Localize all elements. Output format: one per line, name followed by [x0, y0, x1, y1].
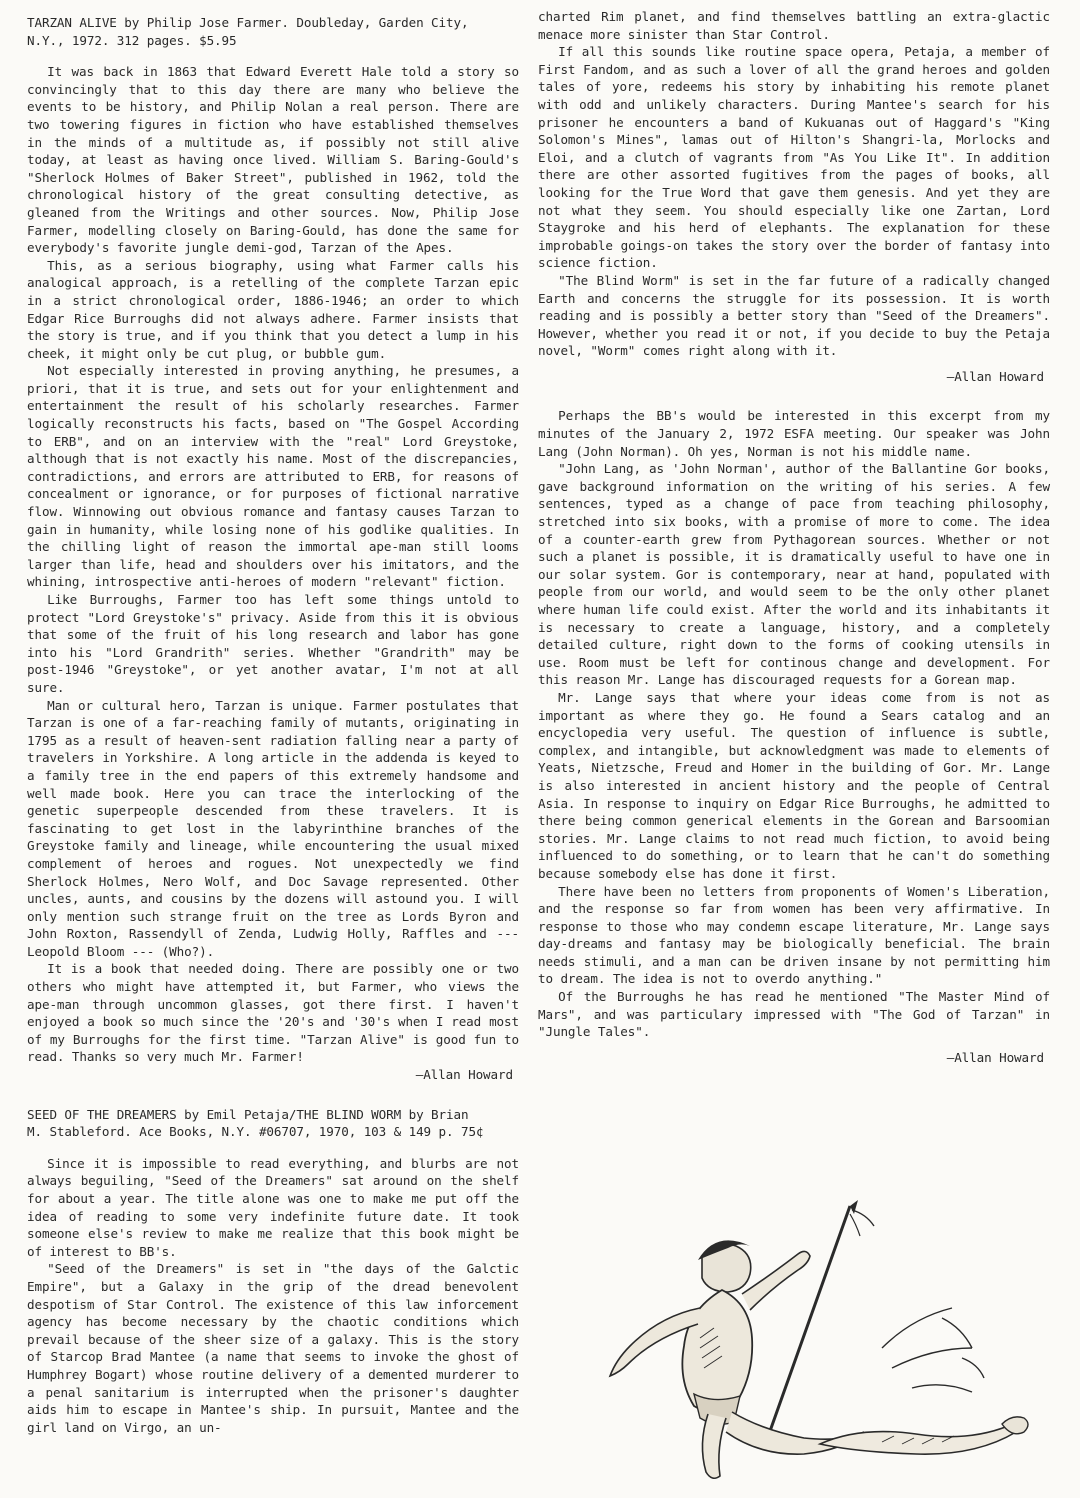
paragraph: It was back in 1863 that Edward Everett Hale told a story so convincingly that to this day there are many who believe the events to be history, and Philip Nolan a real person. There are two towering figures in fiction who have established themselves in the minds of a multitude as, if possibly not still alive today, at least as having once lived. William S. Baring-Gould's "Sherlock Holmes of Baker Street", published in 1962, told the chronological history of the great consulting detective, as gleaned from the Writings and other sources. Now, Philip Jose Farmer, modelling closely on Baring-Gould, has done the same for everybody's favorite jungle demi-god, Tarzan of the Apes.: [27, 64, 519, 256]
left-column: [27, 14, 519, 1436]
paragraph: "John Lang, as 'John Norman', author of the Ballantine Gor books, gave background information on the writing of his series. A few sentences, typed as a change of pace from teaching philosophy, stretched into six books, with a promise of more to come. The idea of a counter-earth grew from Pythagorean sources. Whether or not such a planet is possible, it is dramatically useful to have one in our solar system. Gor is contemporary, near at hand, populated with people from our world, and would seem to be the only other planet where human life could exist. After the world and its inhabitants it is necessary to create a language, history, and a completely detailed culture, right down to the forms of cooking utensils in use. Room must be left for continous change and development. For this reason Mr. Lange has discouraged requests for a Gorean map.: [538, 461, 1050, 688]
paragraph: This, as a serious biography, using what Farmer calls his analogical approach, is a retelling of the complete Tarzan epic in a strict chronological order, 1886-1946; an order to which Edgar Rice Burroughs did not always adhere. Farmer insists that the story is true, and if you think that you detect a lump in his cheek, it might only be cut plug, or bubble gum.: [27, 257, 519, 361]
review-header-line: SEED OF THE DREAMERS by Emil Petaja/THE BLIND WORM by Brian: [27, 1106, 469, 1122]
signature: —Allan Howard: [415, 1067, 513, 1083]
paragraph-continuation: charted Rim planet, and find themselves battling an extra-glactic menace more sinister than Star Control.: [538, 9, 1050, 42]
paragraph: "The Blind Worm" is set in the far future of a radically changed Earth and concerns the struggle for its possession. It is worth reading and is possibly a better story than "Seed of the Dreamers". However, whether you read it or not, if you decide to buy the Petaja novel, "Worm" comes right along with it.: [538, 272, 1050, 359]
review-header-line: N.Y., 1972. 312 pages. $5.95: [27, 32, 237, 48]
paragraph: Mr. Lange says that where your ideas come from is not as important as where they go. He found a Sears catalog and an encyclopedia very useful. The question of influence is subtle, complex, and intangible, but acknowledgment was made to elements of Yeats, Nietzsche, Freud and Homer in the building of Gor. Mr. Lange is also interested in ancient history and the people of Central Asia. In response to inquiry on Edgar Rice Burroughs, he admitted to there being common generical elements in the Gorean and Barsoomian stories. Mr. Lange claims to not read much fiction, to avoid being influenced to do something, or to learn that he can't do something because somebody else has done it first.: [538, 689, 1050, 881]
signature: —Allan Howard: [946, 368, 1044, 384]
paragraph: Man or cultural hero, Tarzan is unique. Farmer postulates that Tarzan is one of a far-reaching family of mutants, originating in 1795 as a result of heaven-sent radiation falling near a party of travelers in Yorkshire. A long article in the addenda is keyed to a family tree in the end papers of this extremely handsome and well made book. Here you can trace the interlocking of the genetic superpeople descended from these travelers. It is fascinating to get lost in the labyrinthine branches of the Greystoke family and lineage, while encountering the usual mixed complement of heroes and rogues. Not unexpectedly we find Sherlock Holmes, Nero Wolf, and Doc Savage represented. Other uncles, aunts, and cousins by the dozens will astound you. I will only mention such strange fruit on the tree as Lords Byron and John Roxton, Rassendyll of Zenda, Ludwig Holly, Raffles and --- Leopold Bloom --- (Who?).: [27, 697, 519, 959]
paragraph: If all this sounds like routine space opera, Petaja, a member of First Fandom, and as such a lover of all the grand heroes and golden tales of yore, redeems his story by inhabiting his remote planet with odd and unlikely characters. During Mantee's search for his prisoner he encounters a band of Kukuanas out of Haggard's "King Solomon's Mines", lamas out of Hilton's Shangri-la, Morlocks and Eloi, and a clutch of vagrants from "As You Like It". In addition there are other assorted fugitives from the pages of books, all looking for the True Word that gave them genesis. And yet they are not what they seem. You should especially like one Zartan, Lord Staygroke and his herd of elephants. The explanation for these improbable goings-on takes the story over the border of fantasy into science fiction.: [538, 44, 1050, 271]
review-seed-continued: [538, 8, 1050, 385]
review-tarzan-alive: [27, 14, 519, 1084]
paragraph: "Seed of the Dreamers" is set in "the days of the Galctic Empire", but a Galaxy in the grip of the dread benevolent despotism of Star Control. The existence of this law inforcement agency has become necessary by the chaotic conditions which prevail because of the sheer size of a galaxy. This is the story of Starcop Brad Mantee (a name that seems to invoke the ghost of Humphrey Bogart) whose routine delivery of a demented murderer to a penal sanitarium is interrupted when the prisoner's daughter aids him to escape in Mantee's ship. In pursuit, Mantee and the girl land on Virgo, an un-: [27, 1261, 519, 1435]
esfa-meeting-excerpt: [538, 407, 1050, 1066]
paragraph: Not especially interested in proving anything, he presumes, a priori, that it is true, and sets out for your enlightenment and entertainment the result of his scholarly researches. Farmer logically reconstructs his facts, based on "The Gospel According to ERB", and on an interview with the "real" Lord Greystoke, although that is not exactly his name. Most of the discrepancies, contradictions, and errors are attributed to ERB, for reasons of concealment or ignorance, or for purposes of fictional narrative flow. Winnowing out obvious romance and fantasy causes Tarzan to gain in humanity, while losing none of his godlike qualities. In the chilling light of reason the immortal ape-man still looms larger than life, head and shoulders over his imitators, and the whining, introspective anti-heroes of modern "relevant" fiction.: [27, 363, 519, 590]
paragraph: Since it is impossible to read everything, and blurbs are not always beguiling, "Seed of the Dreamers" sat around on the shelf for about a year. The title alone was one to make me put off the idea of reading to some very indefinite future date. It took someone else's review to make me realize that this book might be of interest to BB's.: [27, 1155, 519, 1259]
paragraph: There have been no letters from proponents of Women's Liberation, and the response so far from women has been very affirmative. In response to those who may condemn escape literature, Mr. Lange says day-dreams and fantasy may be biologically beneficial. The brain needs stimuli, and a man can be driven insane by not permitting him to dream. The idea is not to overdo anything.": [538, 883, 1050, 987]
paragraph: Of the Burroughs he has read he mentioned "The Master Mind of Mars", and was particulary impressed with "The God of Tarzan" in "Jungle Tales".: [538, 989, 1050, 1040]
paragraph: Perhaps the BB's would be interested in this excerpt from my minutes of the January 2, 1972 ESFA meeting. Our speaker was John Lang (John Norman). Oh yes, Norman is not his middle name.: [538, 408, 1050, 459]
signature: —Allan Howard: [946, 1049, 1044, 1065]
review-header-line: M. Stableford. Ace Books, N.Y. #06707, 1970, 103 & 149 p. 75¢: [27, 1124, 484, 1140]
tarzan-spear-illustration: [582, 1198, 1044, 1490]
review-seed-of-the-dreamers: [27, 1106, 519, 1437]
paragraph: Like Burroughs, Farmer too has left some things untold to protect "Lord Greystoke's" privacy. Aside from this it is obvious that some of the fruit of his long research and labor has gone into his "Lord Grandrith" series. Whether "Grandrith" may be post-1946 "Greystoke", or yet another avatar, I'm not at all sure.: [27, 592, 519, 695]
review-header-line: TARZAN ALIVE by Philip Jose Farmer. Doubleday, Garden City,: [27, 15, 469, 30]
paragraph: It is a book that needed doing. There are possibly one or two others who might have attempted it, but Farmer, who views the ape-man through uncommon glasses, got there first. I haven't enjoyed a book so much since the '20's and '30's when I read most of my Burroughs for the first time. "Tarzan Alive" is good fun to read. Thanks so very much Mr. Farmer!: [27, 961, 519, 1065]
right-column: [538, 8, 1050, 1066]
